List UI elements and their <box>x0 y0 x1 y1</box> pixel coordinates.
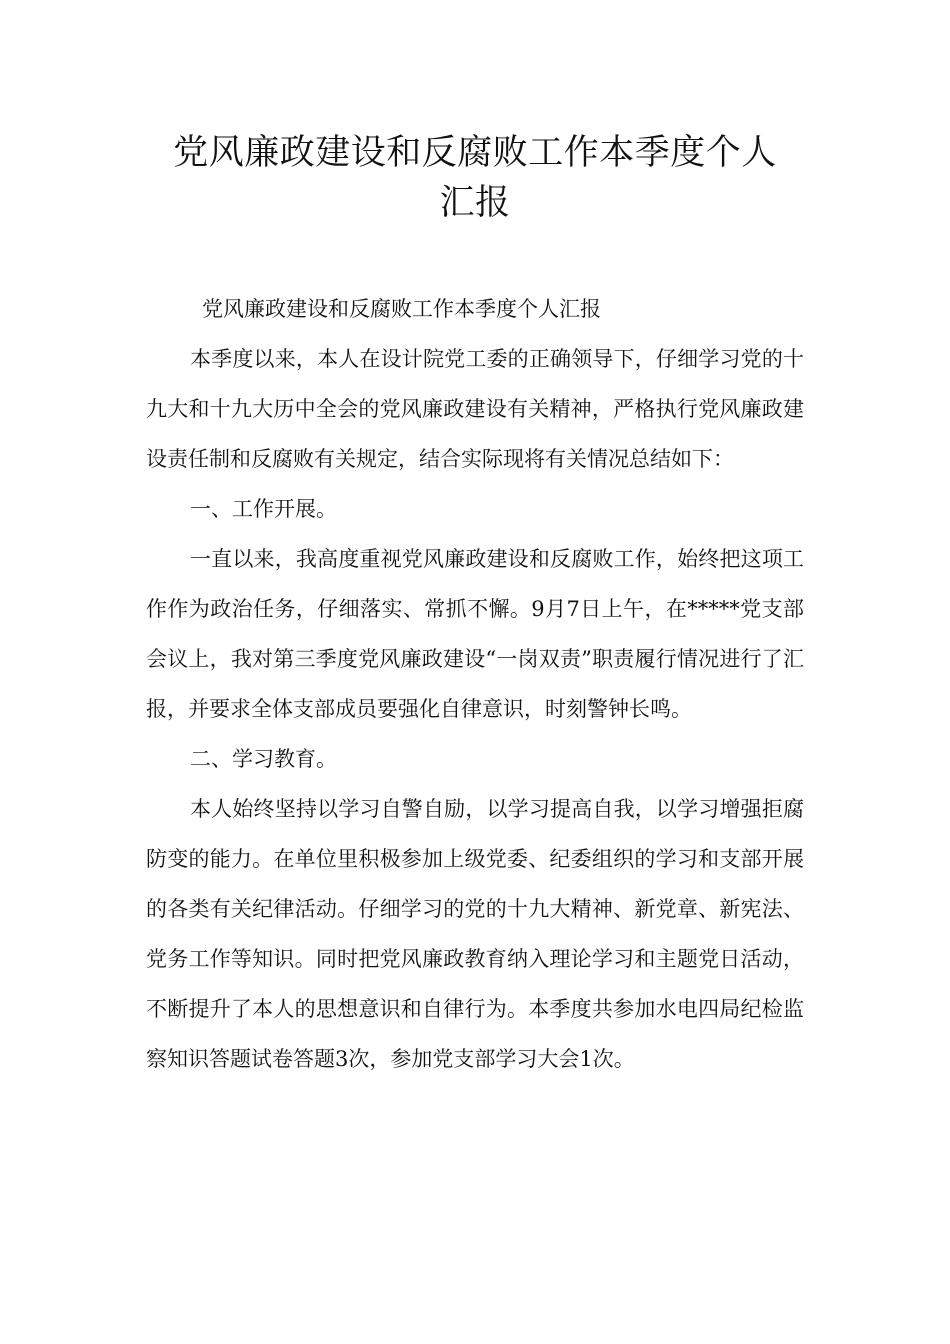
paragraph-work: 一直以来，我高度重视党风廉政建设和反腐败工作，始终把这项工作作为政治任务，仔细落实、常抓不懈。9月7日上午，在*****党支部会议上，我对第三季度党风廉政建设“一岗双责”职责履行情况进行了汇报，并要求全体支部成员要强化自律意识，时刻警钟长鸣。 <box>146 547 804 721</box>
document-title <box>130 128 820 228</box>
paragraph-study: 本人始终坚持以学习自警自励，以学习提高自我，以学习增强拒腐防变的能力。在单位里积极参加上级党委、纪委组织的学习和支部开展的各类有关纪律活动。仔细学习的党的十九大精神、新党章、新宪法、党务工作等知识。同时把党风廉政教育纳入理论学习和主题党日活动，不断提升了本人的思想意识和自律行为。本季度共参加水电四局纪检监察知识答题试卷答题3次，参加党支部学习大会1次。 <box>146 797 804 1071</box>
section-heading-study: 二、学习教育。 <box>190 747 337 771</box>
title-line-2: 汇报 <box>439 183 511 223</box>
title-line-1: 党风廉政建设和反腐败工作本季度个人 <box>173 133 777 173</box>
paragraph-intro: 本季度以来，本人在设计院党工委的正确领导下，仔细学习党的十九大和十九大历中全会的党风廉政建设有关精神，严格执行党风廉政建设责任制和反腐败有关规定，结合实际现将有关情况总结如下： <box>146 347 804 471</box>
document-subtitle: 党风廉政建设和反腐败工作本季度个人汇报 <box>202 297 601 321</box>
document-body <box>146 284 804 1084</box>
section-heading-work: 一、工作开展。 <box>190 497 337 521</box>
